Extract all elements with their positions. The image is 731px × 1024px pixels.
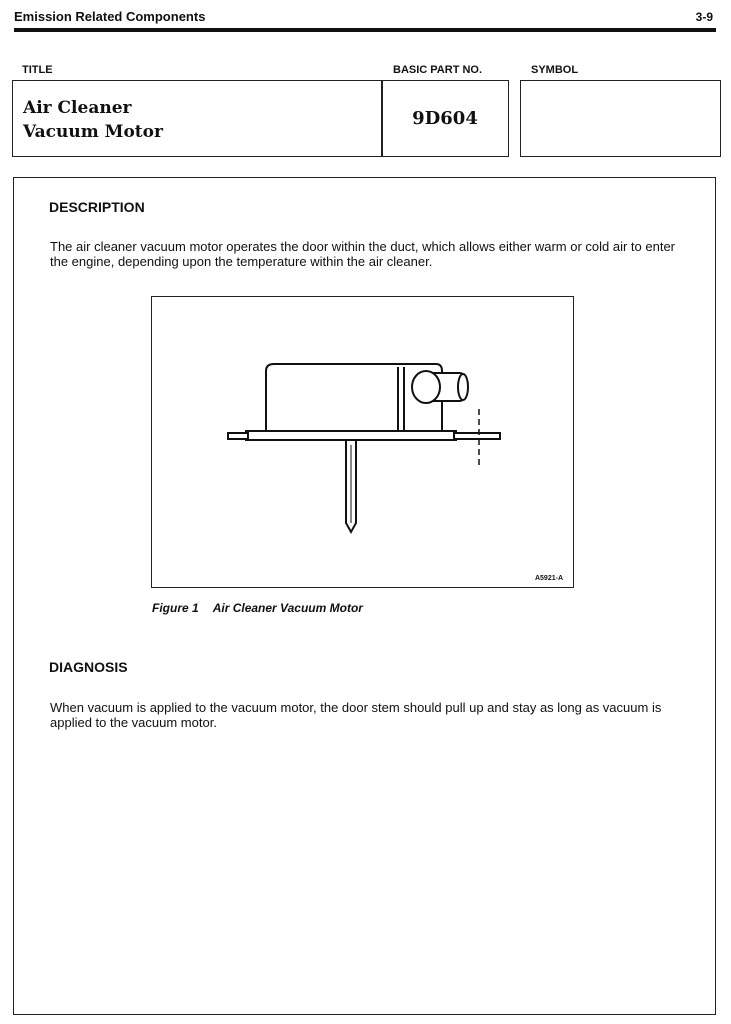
symbol-box xyxy=(520,80,721,157)
figure-caption-title: Air Cleaner Vacuum Motor xyxy=(212,601,363,615)
component-title-line1: Air Cleaner xyxy=(23,98,132,118)
part-number-box xyxy=(381,80,509,157)
flange-left-tab xyxy=(228,433,248,439)
figure-caption xyxy=(152,601,377,615)
figure-frame xyxy=(151,296,574,588)
figure-id: A5921-A xyxy=(534,575,563,582)
figure-caption-number: Figure 1 xyxy=(152,601,199,615)
description-heading: DESCRIPTION xyxy=(49,199,145,215)
component-title-line2: Vacuum Motor xyxy=(23,122,163,142)
component-title xyxy=(23,96,163,144)
title-column-label: TITLE xyxy=(22,64,53,76)
title-box xyxy=(12,80,383,157)
page-header-section: Emission Related Components xyxy=(14,9,206,24)
symbol-column-label: SYMBOL xyxy=(531,64,579,76)
diagnosis-text: When vacuum is applied to the vacuum motor, the door stem should pull up and stay as long as vacuum is applied to the vacuum motor. xyxy=(50,700,662,730)
description-text: The air cleaner vacuum motor operates the door within the duct, which allows either warm or cold air to enter the engine, depending upon the temperature within the air cleaner. xyxy=(50,239,676,269)
diagnosis-heading: DIAGNOSIS xyxy=(49,659,128,675)
content-panel xyxy=(13,177,716,1015)
header-rule xyxy=(14,28,716,32)
flange-right-tab xyxy=(454,433,500,439)
part-number-column-label: BASIC PART NO. xyxy=(393,64,483,76)
page-number: 3-9 xyxy=(695,10,713,24)
vacuum-motor-illustration xyxy=(152,297,572,586)
part-number: 9D604 xyxy=(412,108,478,129)
mounting-flange xyxy=(246,431,456,440)
